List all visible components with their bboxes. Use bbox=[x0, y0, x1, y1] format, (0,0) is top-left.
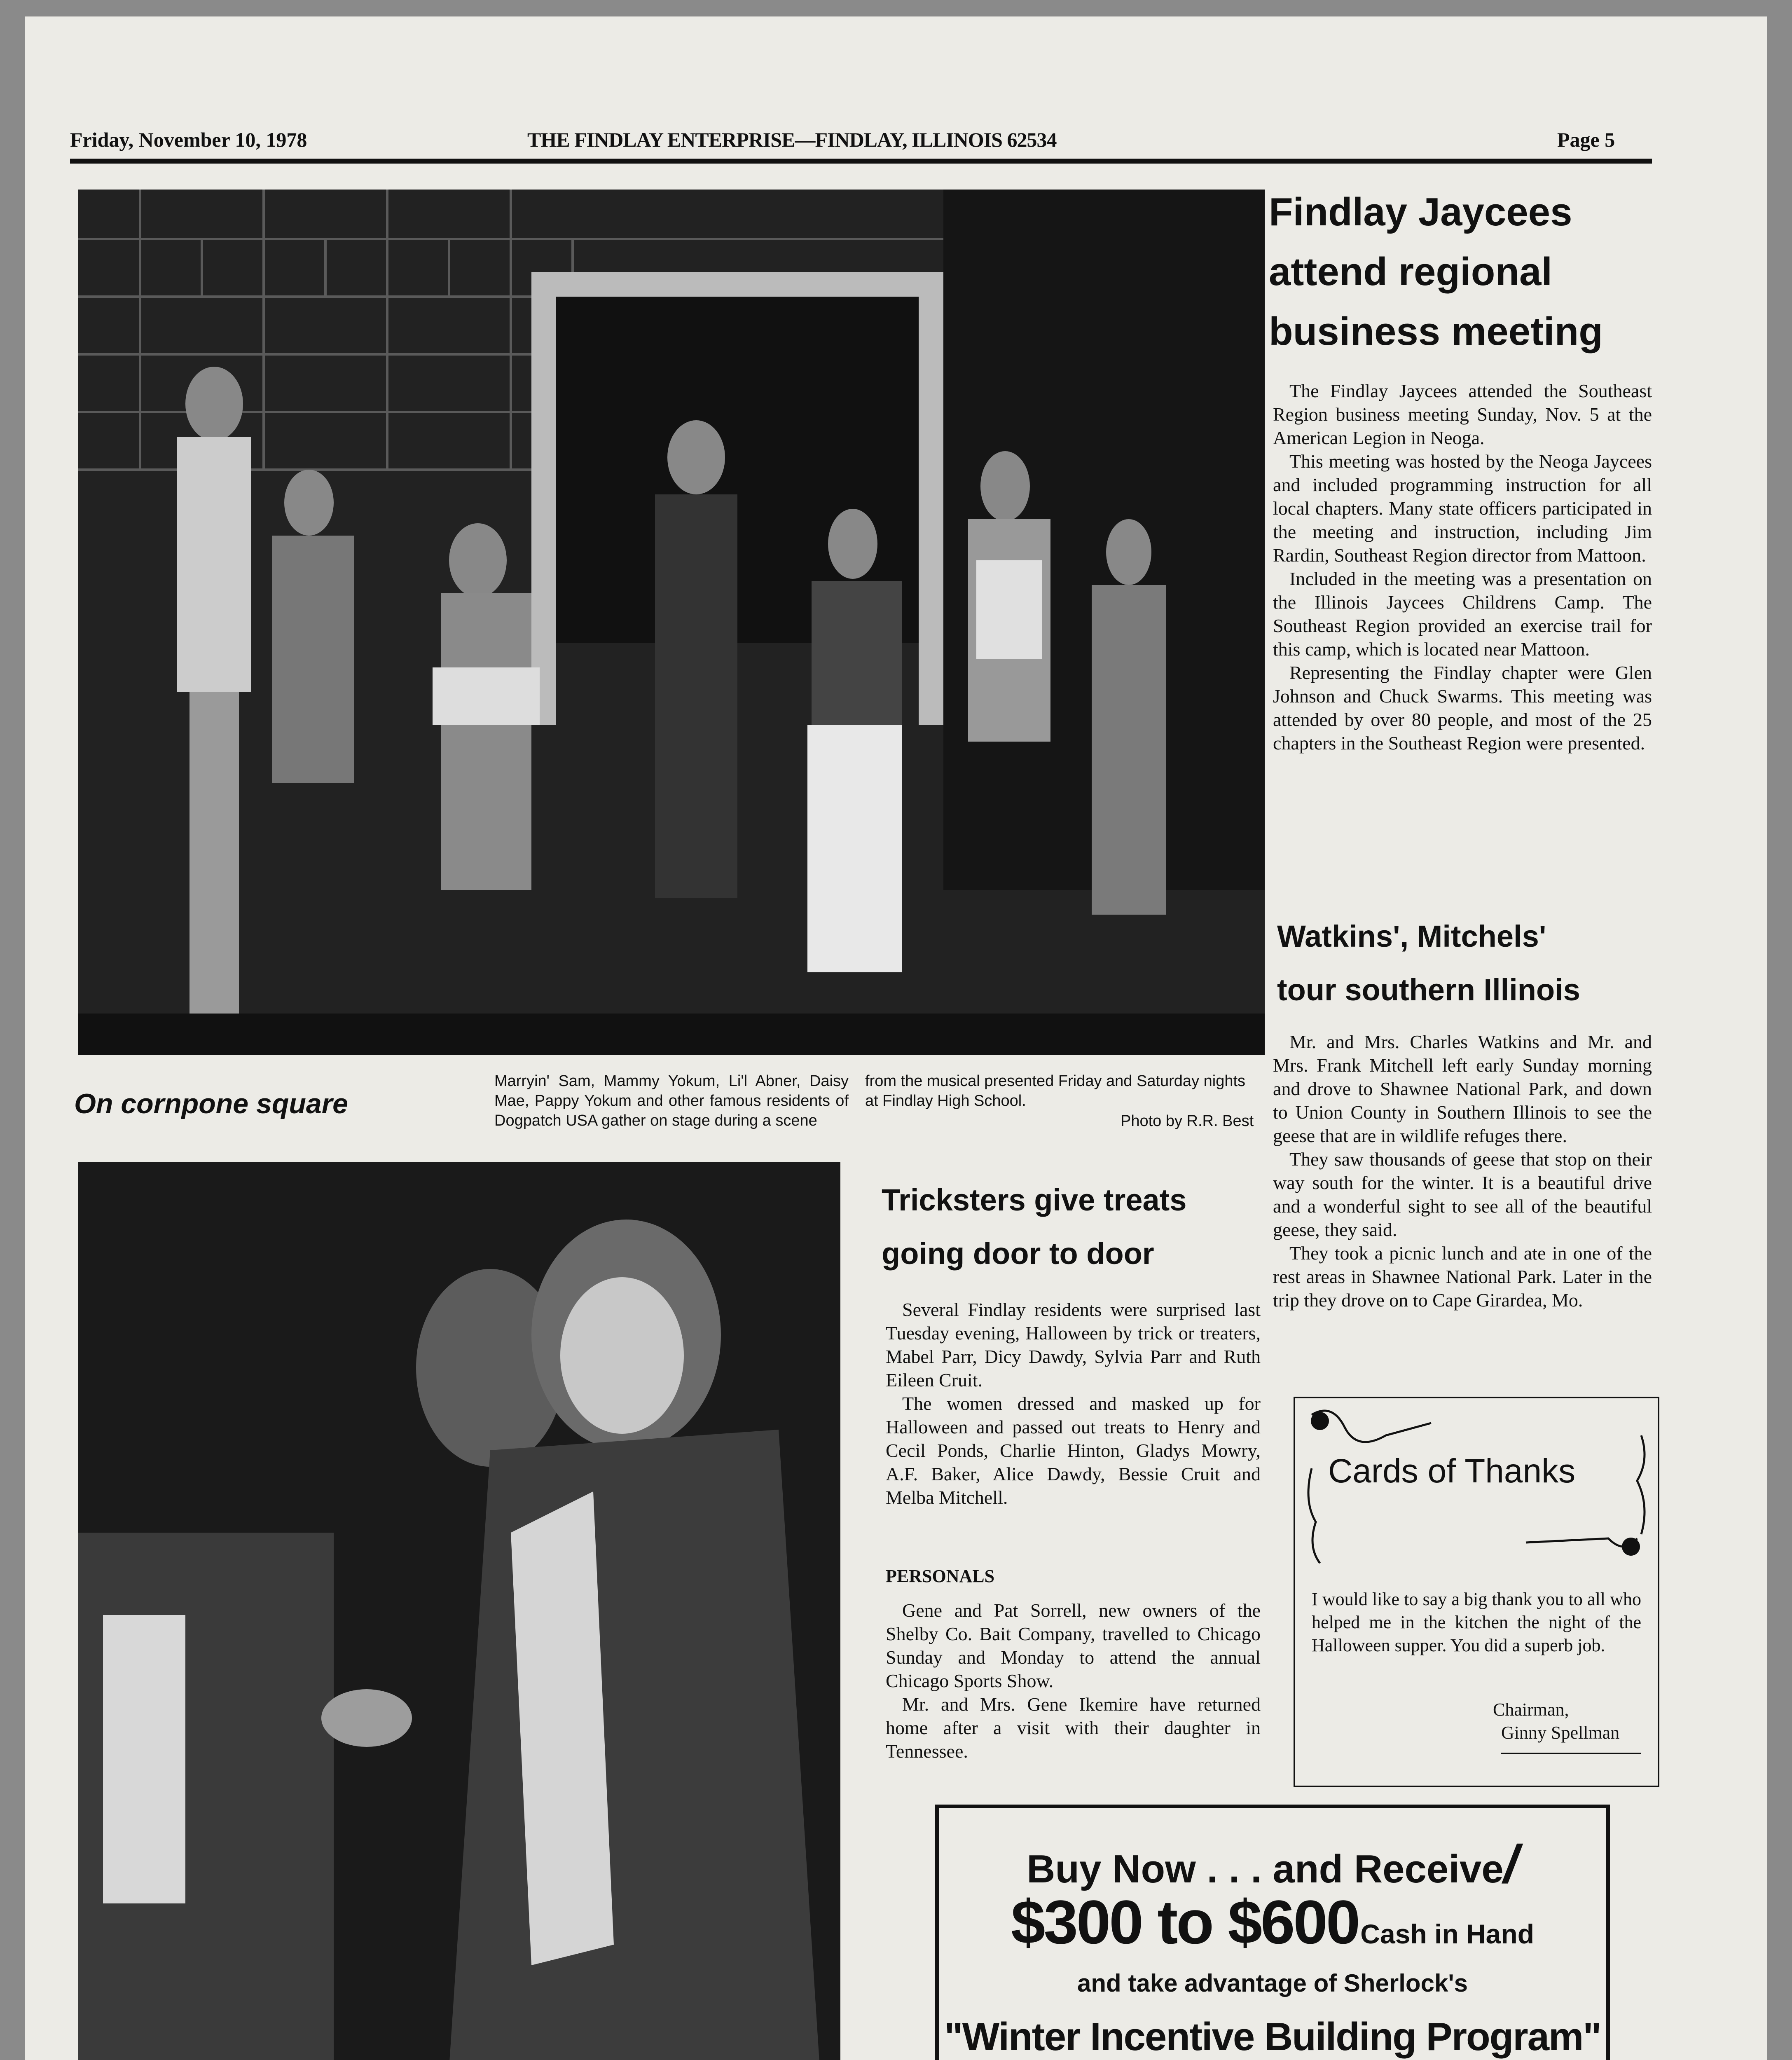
ad-line3: and take advantage of Sherlock's bbox=[1077, 1969, 1468, 1997]
photo1-credit: Photo by R.R. Best bbox=[1121, 1112, 1254, 1130]
jaycees-p2: This meeting was hosted by the Neoga Jaycees and included programming instruction for all local chapters. Many state officers participated in the meeting and instruction, including Jim Rardin, Southeast Region director from Mattoon. bbox=[1273, 451, 1652, 566]
thanks-body: I would like to say a big thank you to all who helped me in the kitchen the night of the Halloween supper. You did a superb job. bbox=[1312, 1589, 1641, 1655]
watkins-headline-2: tour southern Illinois bbox=[1277, 973, 1580, 1007]
tricksters-p2: The women dressed and masked up for Halloween and passed out treats to Henry and Cecil Ponds, Charlie Hinton, Gladys Mowry, A.F. Baker, Alice Dawdy, Bessie Cruit and Melba Mitchell. bbox=[886, 1393, 1261, 1508]
newspaper-page bbox=[25, 16, 1767, 2060]
jaycees-p4: Representing the Findlay chapter were Glen Johnson and Chuck Swarms. This meeting was attended by over 80 people, and most of the 25 chapters in the Southeast Region were presented. bbox=[1273, 662, 1652, 754]
jaycees-article bbox=[1273, 379, 1652, 755]
sherlock-homes-ad bbox=[935, 1805, 1610, 2060]
page-number: Page 5 bbox=[1557, 128, 1615, 151]
tricksters-headline-2: going door to door bbox=[882, 1236, 1154, 1271]
stage-photo-art bbox=[78, 190, 1265, 1055]
ad-cash: Cash in Hand bbox=[1360, 1919, 1535, 1949]
watkins-article bbox=[1273, 1030, 1652, 1312]
personals-label: PERSONALS bbox=[886, 1566, 995, 1586]
personals-article bbox=[886, 1599, 1261, 1763]
photo1-title: On cornpone square bbox=[74, 1088, 348, 1119]
watkins-p1: Mr. and Mrs. Charles Watkins and Mr. and Mrs. Frank Mitchell left early Sunday morning and drove to Shawnee National Park, and down to Union County in Southern Illinois to see the geese that are in wildlife refuges there. bbox=[1273, 1031, 1652, 1146]
piano-photo-art bbox=[78, 1162, 840, 2060]
jaycees-p3: Included in the meeting was a presentation on the Illinois Jaycees Childrens Camp. The Southeast Region provided an exercise trail for this camp, which is located near Mattoon. bbox=[1273, 568, 1652, 660]
ad-program: "Winter Incentive Building Program" bbox=[944, 2015, 1601, 2059]
piano-photo bbox=[78, 1162, 840, 2060]
personals-p2: Mr. and Mrs. Gene Ikemire have returned home after a visit with their daughter in Tennessee. bbox=[886, 1694, 1261, 1762]
tricksters-article bbox=[886, 1298, 1261, 1509]
cards-of-thanks-title: Cards of Thanks bbox=[1328, 1452, 1576, 1490]
header-rule bbox=[70, 159, 1652, 164]
thanks-sign-1: Chairman, bbox=[1493, 1700, 1569, 1720]
personals-p1: Gene and Pat Sorrell, new owners of the Shelby Co. Bait Company, travelled to Chicago Sunday and Monday to attend the annual Chicago Sports Show. bbox=[886, 1600, 1261, 1691]
jaycees-headline-1: Findlay Jaycees bbox=[1269, 190, 1572, 234]
issue-date: Friday, November 10, 1978 bbox=[70, 128, 307, 151]
ad-amount-line bbox=[939, 1887, 1606, 1958]
tricksters-headline-1: Tricksters give treats bbox=[882, 1183, 1187, 1217]
photo1-caption-b: from the musical presented Friday and Saturday nights at Findlay High School. bbox=[865, 1072, 1246, 1110]
ad-headline-text: Buy Now . . . and Receive bbox=[1027, 1847, 1504, 1891]
stage-photo bbox=[78, 190, 1265, 1055]
thanks-rule bbox=[1501, 1753, 1641, 1754]
jaycees-headline-2: attend regional bbox=[1269, 250, 1553, 294]
jaycees-p1: The Findlay Jaycees attended the Southeast Region business meeting Sunday, Nov. 5 at the American Legion in Neoga. bbox=[1273, 380, 1652, 448]
watkins-p3: They took a picnic lunch and ate in one of the rest areas in Shawnee National Park. Later in the trip they drove on to Cape Girardea, Mo. bbox=[1273, 1243, 1652, 1311]
watkins-headline-1: Watkins', Mitchels' bbox=[1277, 919, 1546, 953]
tricksters-p1: Several Findlay residents were surprised last Tuesday evening, Halloween by trick or treaters, Mabel Parr, Dicy Dawdy, Sylvia Parr and Ruth Eileen Cruit. bbox=[886, 1299, 1261, 1390]
photo1-caption-a: Marryin' Sam, Mammy Yokum, Li'l Abner, Daisy Mae, Pappy Yokum and other famous residents of Dogpatch USA gather on stage during a scene bbox=[494, 1072, 849, 1129]
masthead: THE FINDLAY ENTERPRISE—FINDLAY, ILLINOIS 62534 bbox=[527, 128, 1057, 151]
ad-amount: $300 to $600 bbox=[1011, 1887, 1359, 1957]
jaycees-headline-3: business meeting bbox=[1269, 309, 1603, 353]
cards-of-thanks-box bbox=[1294, 1397, 1659, 1787]
ad-headline: Buy Now . . . and Receive/ bbox=[1027, 1834, 1518, 1894]
watkins-p2: They saw thousands of geese that stop on their way south for the winter. It is a beautiful drive and a wonderful sight to see all of the beautiful geese, they said. bbox=[1273, 1149, 1652, 1240]
thanks-sign-2: Ginny Spellman bbox=[1501, 1723, 1620, 1743]
